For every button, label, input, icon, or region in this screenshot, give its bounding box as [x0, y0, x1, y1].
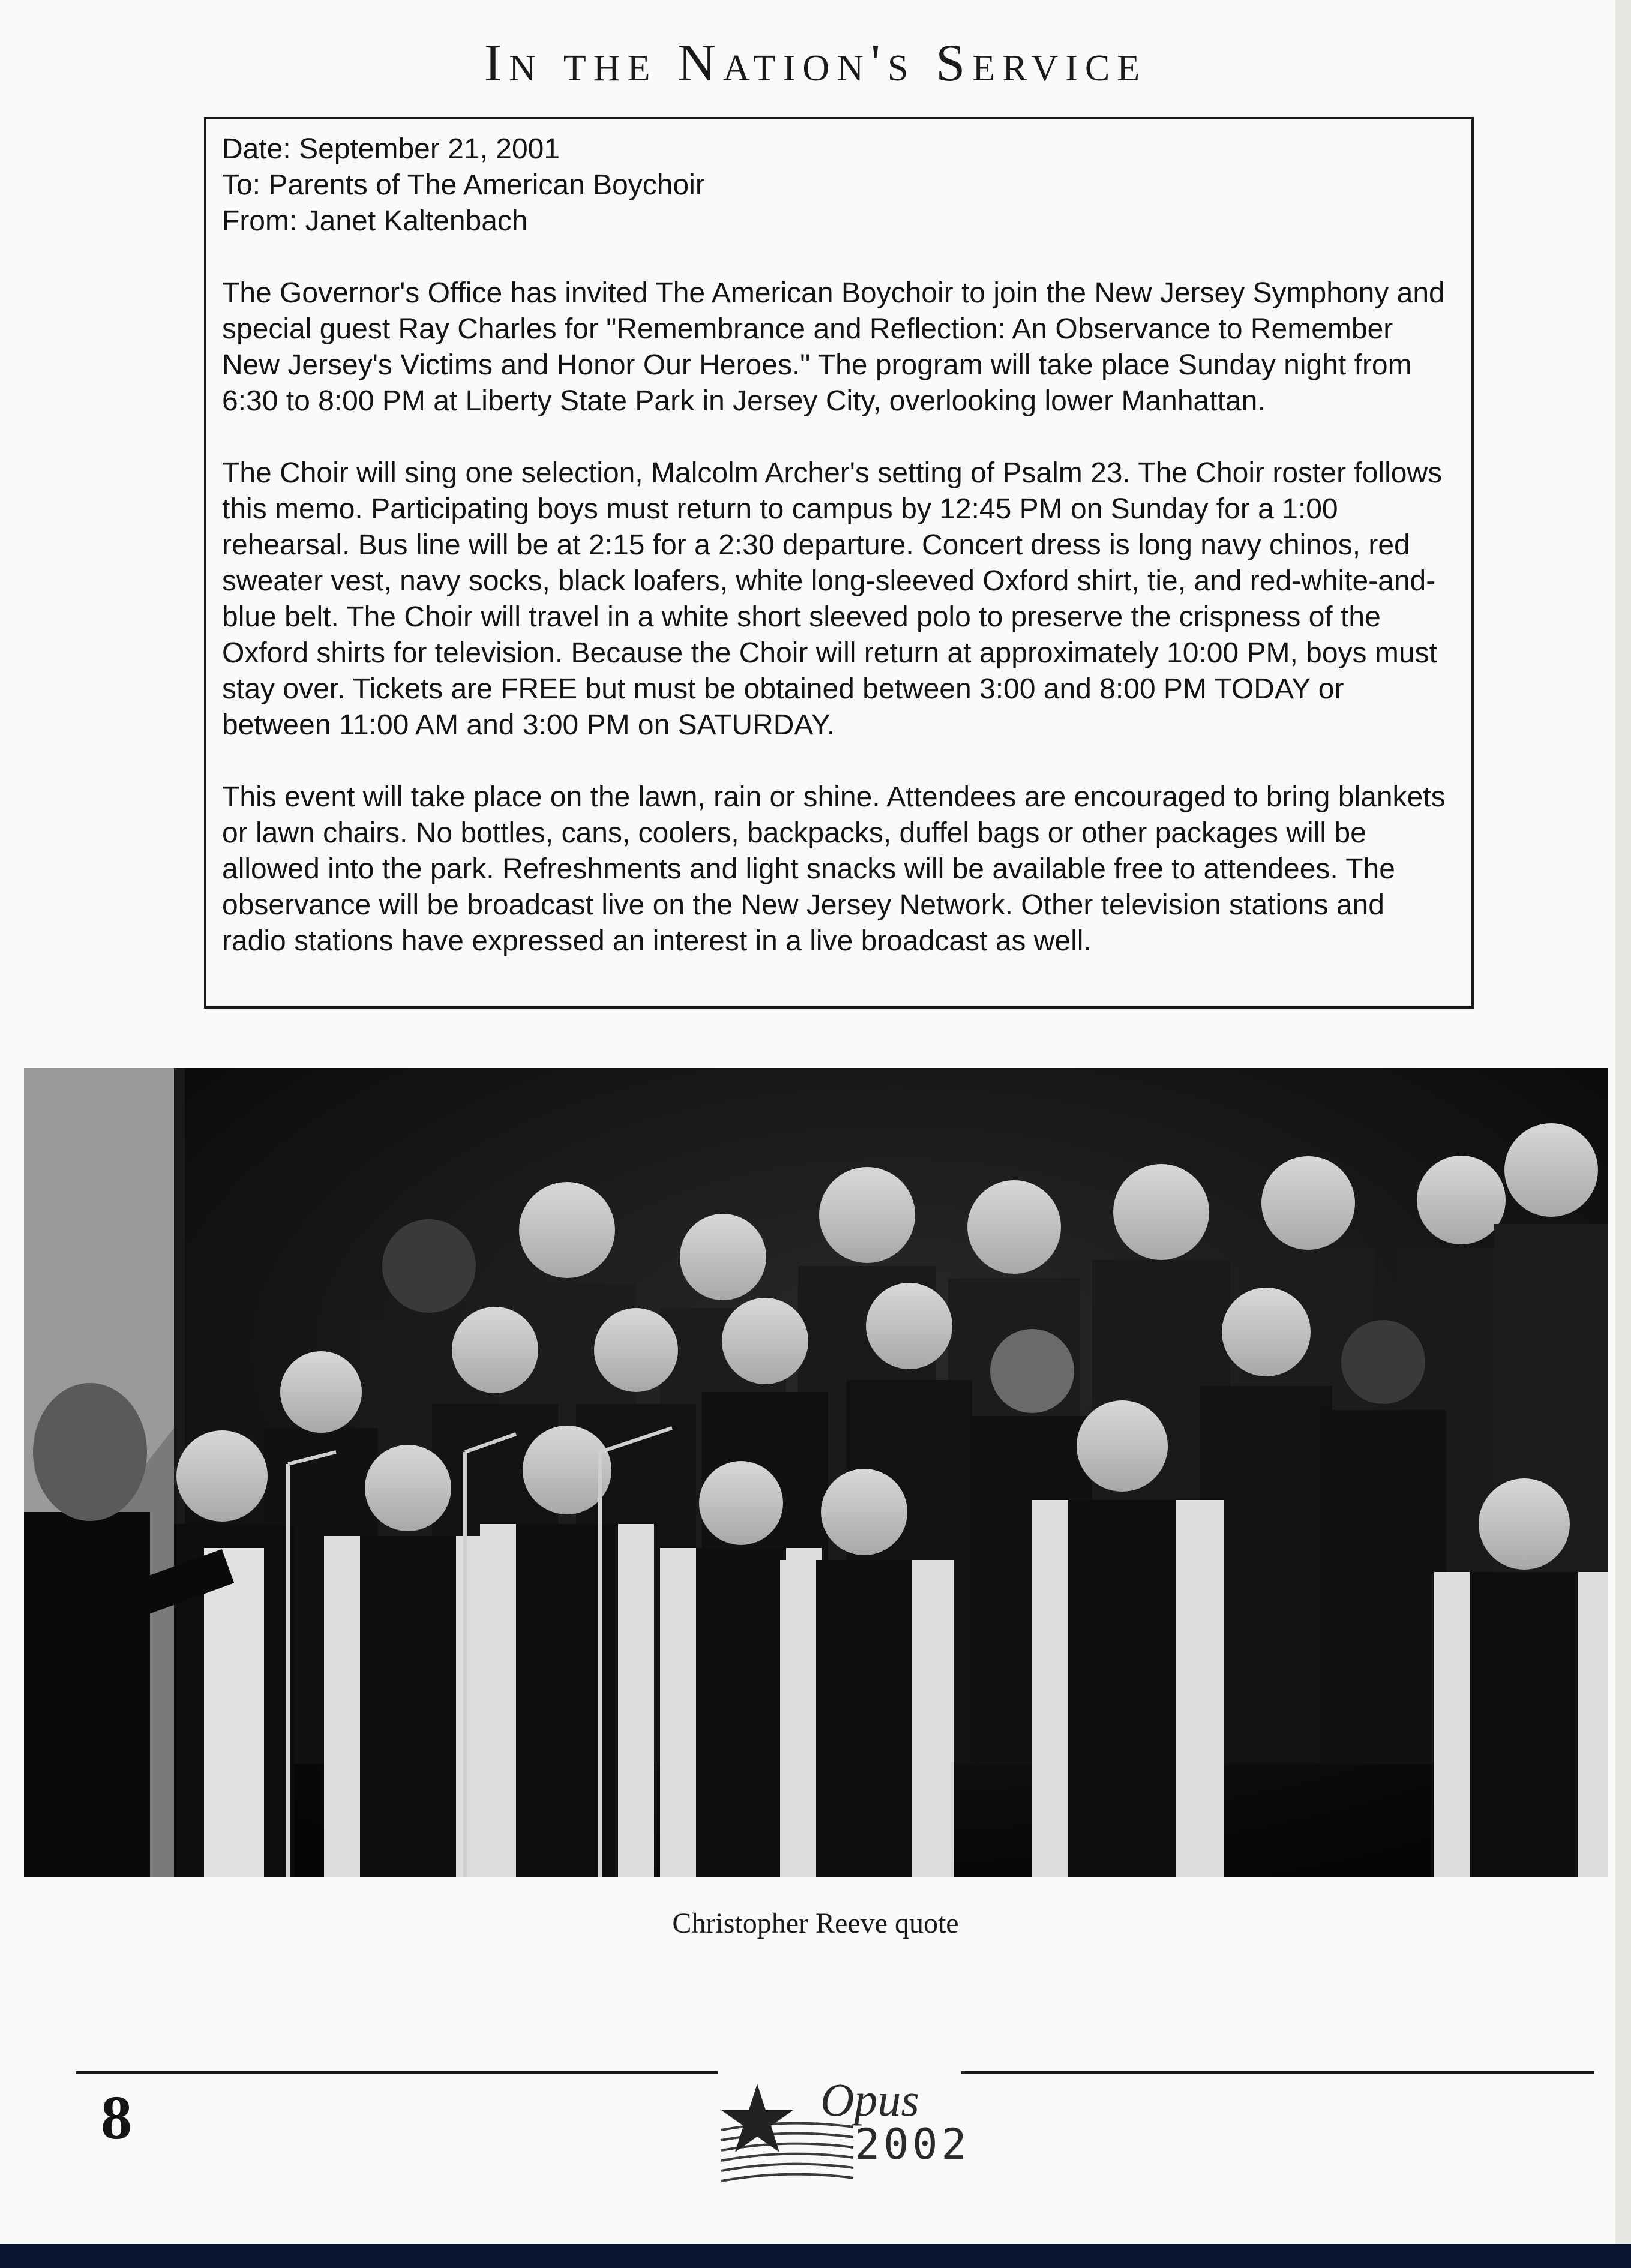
choir-photo — [24, 1068, 1608, 1877]
choir-photo-illustration — [24, 1068, 1608, 1877]
page-number: 8 — [101, 2083, 132, 2152]
memo-to: To: Parents of The American Boychoir — [222, 169, 705, 201]
memo-paragraph-invitation: The Governor's Office has invited The American Boychoir to join the New Jersey Symphony and special guest Ray Charles for "Remembrance and Reflection: An Observance to Remember New Jersey's Victims and Honor Our Heroes." The program will take place Sunday night from 6:30 to 8:00 PM at Liberty State Park in Jersey City, overlooking lower Manhattan. — [222, 277, 1445, 417]
memo-date: Date: September 21, 2001 — [222, 133, 560, 165]
memo-header — [222, 131, 1456, 239]
page-title: In the Nation's Service — [484, 34, 1147, 92]
memo-paragraph-event-details: This event will take place on the lawn, rain or shine. Attendees are encouraged to bring blankets or lawn chairs. No bottles, cans, coolers, backpacks, duffel bags or other packages will be allowed into the park. Refreshments and light snacks will be available free to attendees. The observance will be broadcast live on the New Jersey Network. Other television stations and radio stations have expressed an interest in a live broadcast as well. — [222, 781, 1446, 957]
footer-rule-right — [961, 2071, 1594, 2074]
memo-box — [204, 117, 1474, 1009]
logo-word: Opus — [820, 2074, 919, 2126]
bottom-band — [0, 2244, 1631, 2268]
opus-logo — [715, 2073, 973, 2184]
photo-caption: Christopher Reeve quote — [672, 1907, 959, 1939]
footer-rule-left — [76, 2071, 718, 2074]
memo-from: From: Janet Kaltenbach — [222, 205, 528, 237]
logo-year: 2002 — [855, 2120, 970, 2169]
memo-paragraph-logistics: The Choir will sing one selection, Malcolm Archer's setting of Psalm 23. The Choir roster follows this memo. Participating boys must return to campus by 12:45 PM on Sunday for a 1:00 rehearsal. Bus line will be at 2:15 for a 2:30 departure. Concert dress is long navy chinos, red sweater vest, navy socks, black loafers, white long-sleeved Oxford shirt, tie, and red-white-and-blue belt. The Choir will travel in a white short sleeved polo to preserve the crispness of the Oxford shirts for television. Because the Choir will return at approximately 10:00 PM, boys must stay over. Tickets are FREE but must be obtained between 3:00 and 8:00 PM TODAY or between 11:00 AM and 3:00 PM on SATURDAY. — [222, 457, 1443, 741]
